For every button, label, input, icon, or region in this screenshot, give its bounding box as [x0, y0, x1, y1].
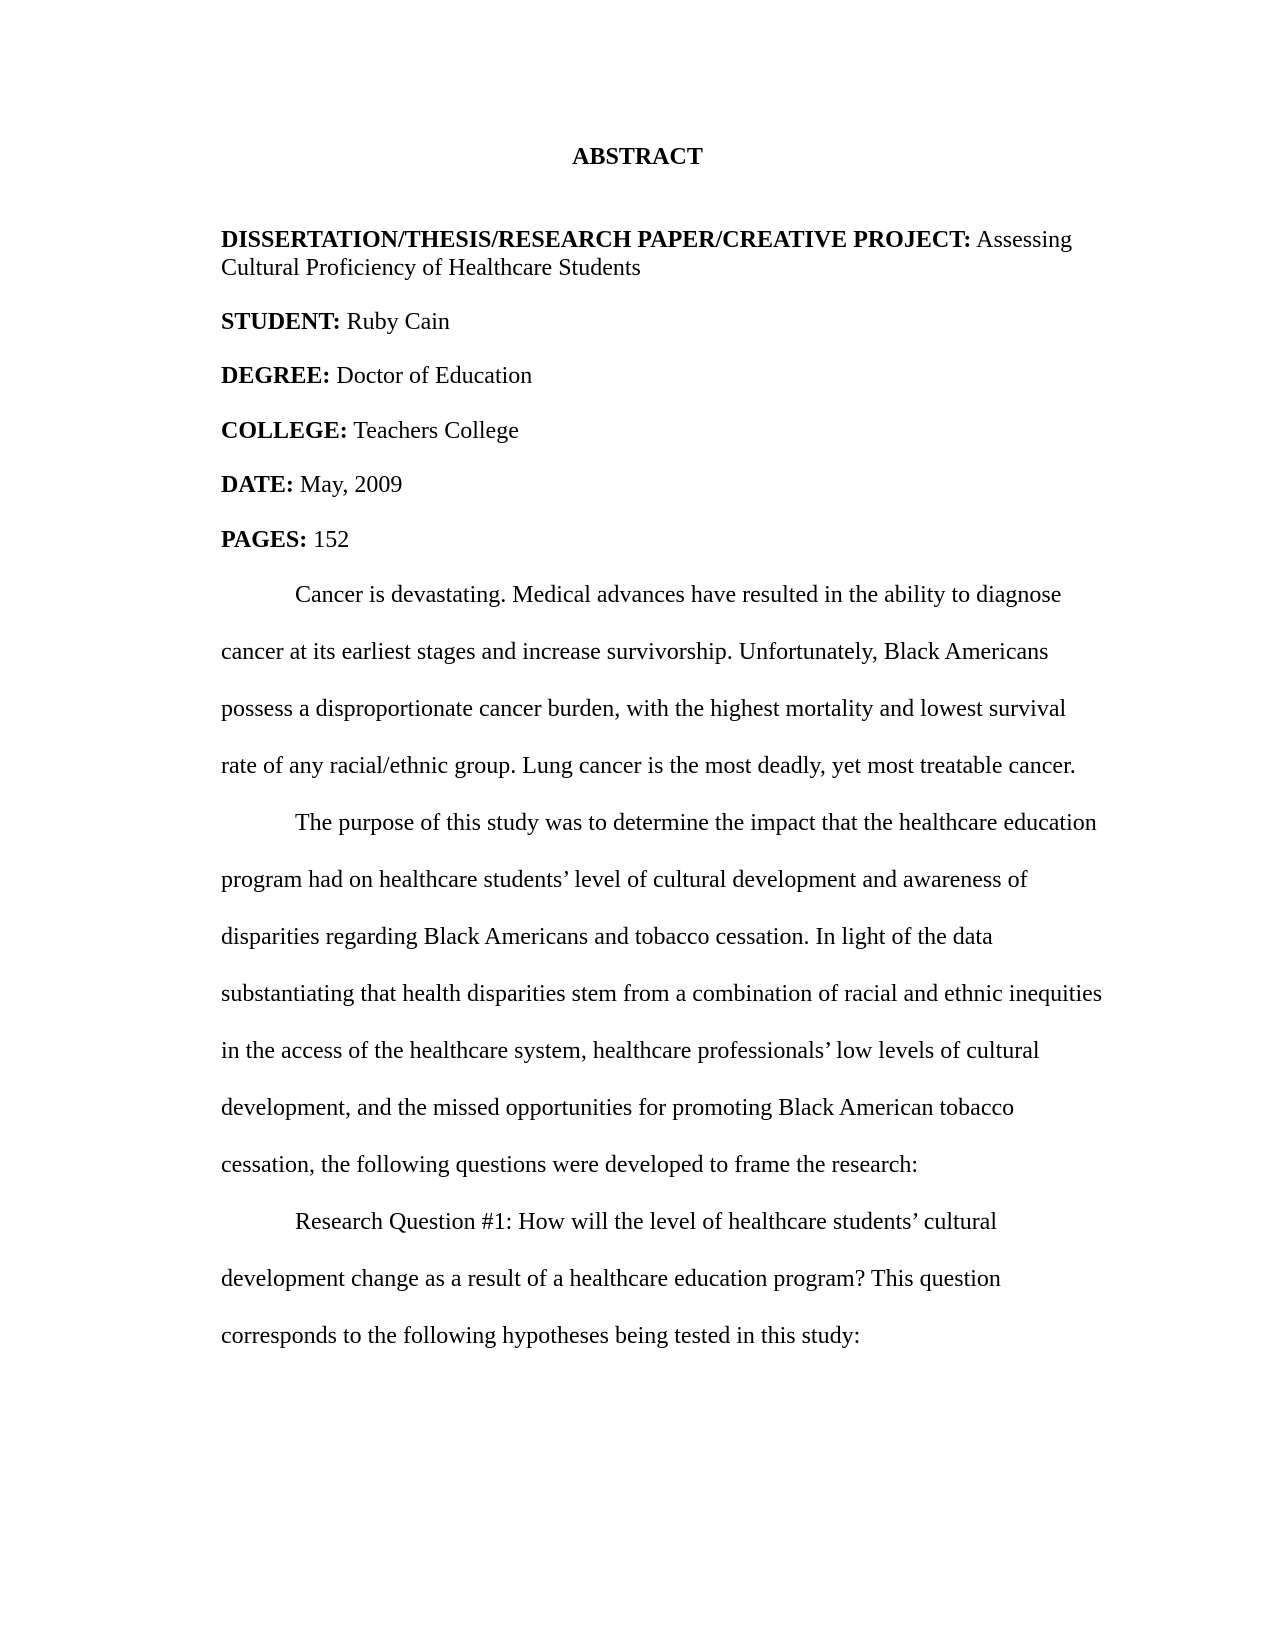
degree-value: Doctor of Education: [336, 363, 533, 389]
degree-label: DEGREE:: [221, 363, 331, 389]
student-value: Ruby Cain: [346, 309, 450, 335]
abstract-body: [221, 567, 1106, 1365]
pages-field: [221, 526, 1106, 554]
page-title: ABSTRACT: [572, 144, 703, 170]
abstract-paragraph: Research Question #1: How will the level of healthcare students’ cultural development change as a result of a healthcare education program? This question corresponds to the following hypotheses being tested in this study:: [221, 1209, 1001, 1349]
college-field: [221, 417, 1106, 445]
pages-value: 152: [313, 527, 350, 553]
date-field: [221, 471, 1106, 499]
student-field: [221, 308, 1106, 336]
college-label: COLLEGE:: [221, 418, 348, 444]
date-label: DATE:: [221, 472, 294, 498]
abstract-paragraph: Cancer is devastating. Medical advances have resulted in the ability to diagnose cancer at its earliest stages and increase survivorship. Unfortunately, Black Americans possess a disproportionate cancer burden, with the highest mortality and lowest survival rate of any racial/ethnic group. Lung cancer is the most deadly, yet most treatable cancer.: [221, 582, 1076, 779]
pages-label: PAGES:: [221, 527, 308, 553]
abstract-paragraph: The purpose of this study was to determine the impact that the healthcare education program had on healthcare students’ level of cultural development and awareness of disparities regarding Black Americans and tobacco cessation. In light of the data substantiating that health disparities stem from a combination of racial and ethnic inequities in the access of the healthcare system, healthcare professionals’ low levels of cultural development, and the missed opportunities for promoting Black American tobacco cessation, the following questions were developed to frame the research:: [221, 810, 1103, 1178]
degree-field: [221, 362, 1106, 390]
date-value: May, 2009: [299, 472, 403, 498]
project-value: Assessing Cultural Proficiency of Healthcare Students: [221, 227, 1073, 281]
student-label: STUDENT:: [221, 309, 341, 335]
project-label: DISSERTATION/THESIS/RESEARCH PAPER/CREATIVE PROJECT:: [221, 227, 972, 253]
college-value: Teachers College: [353, 418, 519, 444]
project-field: [221, 226, 1106, 282]
